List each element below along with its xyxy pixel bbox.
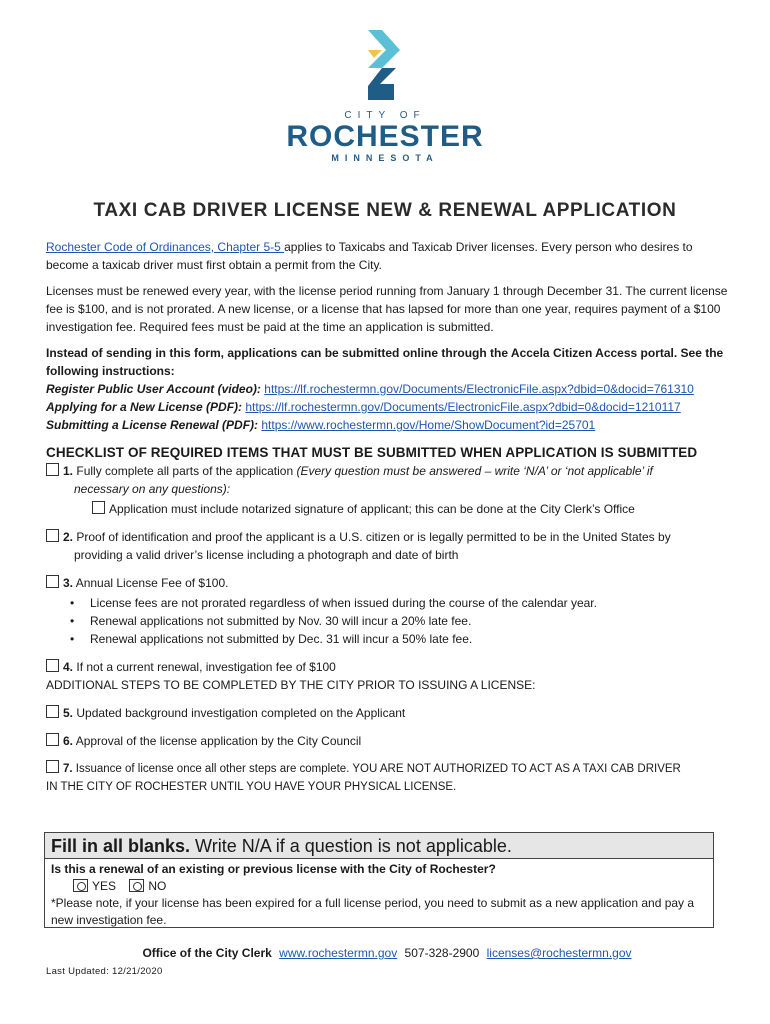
renewal-question-box (44, 832, 714, 928)
renewal-question: Is this a renewal of an existing or previous license with the City of Rochester? (51, 862, 496, 876)
fill-in-body (45, 859, 713, 931)
footer-office: Office of the City Clerk (142, 946, 272, 960)
instruction-link-row (46, 380, 736, 398)
checkbox-item-2[interactable] (46, 529, 59, 542)
checkbox-item-7[interactable] (46, 760, 59, 773)
last-updated: Last Updated: 12/21/2020 (46, 966, 163, 977)
item-number: 2. (63, 530, 74, 544)
list-item: • Renewal applications not submitted by Nov. 30 will incur a 20% late fee. (70, 612, 736, 630)
footer-email-link[interactable]: licenses@rochestermn.gov (486, 946, 632, 960)
no-label: NO (148, 879, 167, 893)
rochester-logo-mark-icon (360, 28, 410, 104)
item-text: Proof of identification and proof the applicant is a U.S. citizen or is legally permitted to be in the United States by (76, 530, 671, 544)
list-item: • Renewal applications not submitted by Dec. 31 will incur a 50% late fee. (70, 630, 736, 648)
checklist-item-2 (46, 528, 736, 564)
page-title: TAXI CAB DRIVER LICENSE NEW & RENEWAL APPLICATION (93, 200, 677, 221)
footer-phone: 507-328-2900 (404, 946, 480, 960)
no-radio[interactable] (129, 879, 144, 892)
register-account-link[interactable]: https://lf.rochestermn.gov/Documents/ElectronicFile.aspx?dbid=0&docid=761310 (264, 382, 694, 396)
checklist-subitem (46, 500, 736, 518)
item-number: 6. (63, 734, 74, 748)
fill-in-header-bold: Fill in all blanks. (51, 836, 191, 856)
intro-code-paragraph (46, 238, 736, 274)
fill-in-header (45, 833, 713, 859)
item-text: Issuance of license once all other steps are complete. YOU ARE NOT AUTHORIZED TO ACT AS A TAXI CAB DRIVER (75, 763, 681, 775)
code-text: applies to Taxicabs and Taxicab Driver licenses. Every person who desires to become a taxicab driver must first obtain a permit from the City. (46, 240, 693, 272)
fill-in-header-rest: Write N/A if a question is not applicable. (190, 836, 512, 856)
code-of-ordinances-link[interactable]: Rochester Code of Ordinances, Chapter 5-5 (46, 240, 285, 254)
checklist-item-5 (46, 704, 736, 722)
checkbox-item-6[interactable] (46, 733, 59, 746)
city-logo (0, 28, 770, 163)
main-content (46, 238, 736, 796)
yes-label: YES (92, 879, 117, 893)
item-italic-note: (Every question must be answered – write ‘N/A’ or ‘not applicable’ if (296, 464, 653, 478)
subitem-text: Application must include notarized signature of applicant; this can be done at the City Clerk’s Office (109, 502, 635, 516)
checkbox-item-5[interactable] (46, 705, 59, 718)
item-number: 5. (63, 706, 74, 720)
additional-heading: ADDITIONAL STEPS TO BE COMPLETED BY THE CITY PRIOR TO ISSUING A LICENSE: (46, 678, 536, 692)
item-text: If not a current renewal, investigation fee of $100 (76, 660, 336, 674)
item-text: Approval of the license application by the City Council (75, 734, 362, 748)
item-number: 1. (63, 464, 74, 478)
checklist-item-7 (46, 760, 736, 796)
item-text-2: IN THE CITY OF ROCHESTER UNTIL YOU HAVE YOUR PHYSICAL LICENSE. (46, 781, 457, 793)
new-license-link[interactable]: https://lf.rochestermn.gov/Documents/ElectronicFile.aspx?dbid=0&docid=1210117 (245, 400, 681, 414)
instruction-link-row (46, 398, 736, 416)
list-item: • License fees are not prorated regardless of when issued during the course of the calendar year. (70, 594, 736, 612)
footer (0, 946, 770, 960)
item-text-2: providing a valid driver’s license including a photograph and date of birth (74, 548, 459, 562)
checklist-item-3 (46, 574, 736, 648)
item-number: 3. (63, 576, 74, 590)
logo-state: MINNESOTA (331, 153, 439, 163)
checkbox-item-1[interactable] (46, 463, 59, 476)
checkbox-item-3[interactable] (46, 575, 59, 588)
item-text: Annual License Fee of $100. (75, 576, 229, 590)
item-italic-note-2: necessary on any questions): (74, 482, 231, 496)
link-label: Register Public User Account (video): (46, 382, 261, 396)
checkbox-notarized[interactable] (92, 501, 105, 514)
expired-note: *Please note, if your license has been expired for a full license period, you need to submit as a new application and pay a new investigation fee. (51, 896, 695, 927)
footer-website-link[interactable]: www.rochestermn.gov (279, 946, 398, 960)
item-number: 4. (63, 660, 74, 674)
checklist-heading: CHECKLIST OF REQUIRED ITEMS THAT MUST BE SUBMITTED WHEN APPLICATION IS SUBMITTED (46, 445, 698, 460)
fee-bullet-list (46, 594, 736, 648)
checklist-item-1 (46, 462, 736, 518)
fees-paragraph: Licenses must be renewed every year, with the license period running from January 1 through December 31. The current license fee is $100, and is not prorated. A new license, or a license that has lapsed for more than one year, requires payment of a $100 investigation fee. Required fees must be paid at the time an application is submitted. (46, 284, 728, 334)
item-text: Updated background investigation completed on the Applicant (76, 706, 406, 720)
renewal-options (51, 878, 707, 895)
checklist-item-4 (46, 658, 736, 676)
logo-name: ROCHESTER (286, 120, 484, 153)
checkbox-item-4[interactable] (46, 659, 59, 672)
link-label: Submitting a License Renewal (PDF): (46, 418, 259, 432)
logo-city-of: CITY OF (344, 110, 426, 121)
item-number: 7. (63, 763, 73, 775)
renewal-link[interactable]: https://www.rochestermn.gov/Home/ShowDocument?id=25701 (261, 418, 596, 432)
link-label: Applying for a New License (PDF): (46, 400, 243, 414)
item-text: Fully complete all parts of the application (76, 464, 294, 478)
checklist-item-6 (46, 732, 736, 750)
yes-radio[interactable] (73, 879, 88, 892)
instruction-link-row (46, 416, 736, 434)
online-paragraph: Instead of sending in this form, applications can be submitted online through the Accela Citizen Access portal. See the following instructions: (46, 346, 724, 378)
